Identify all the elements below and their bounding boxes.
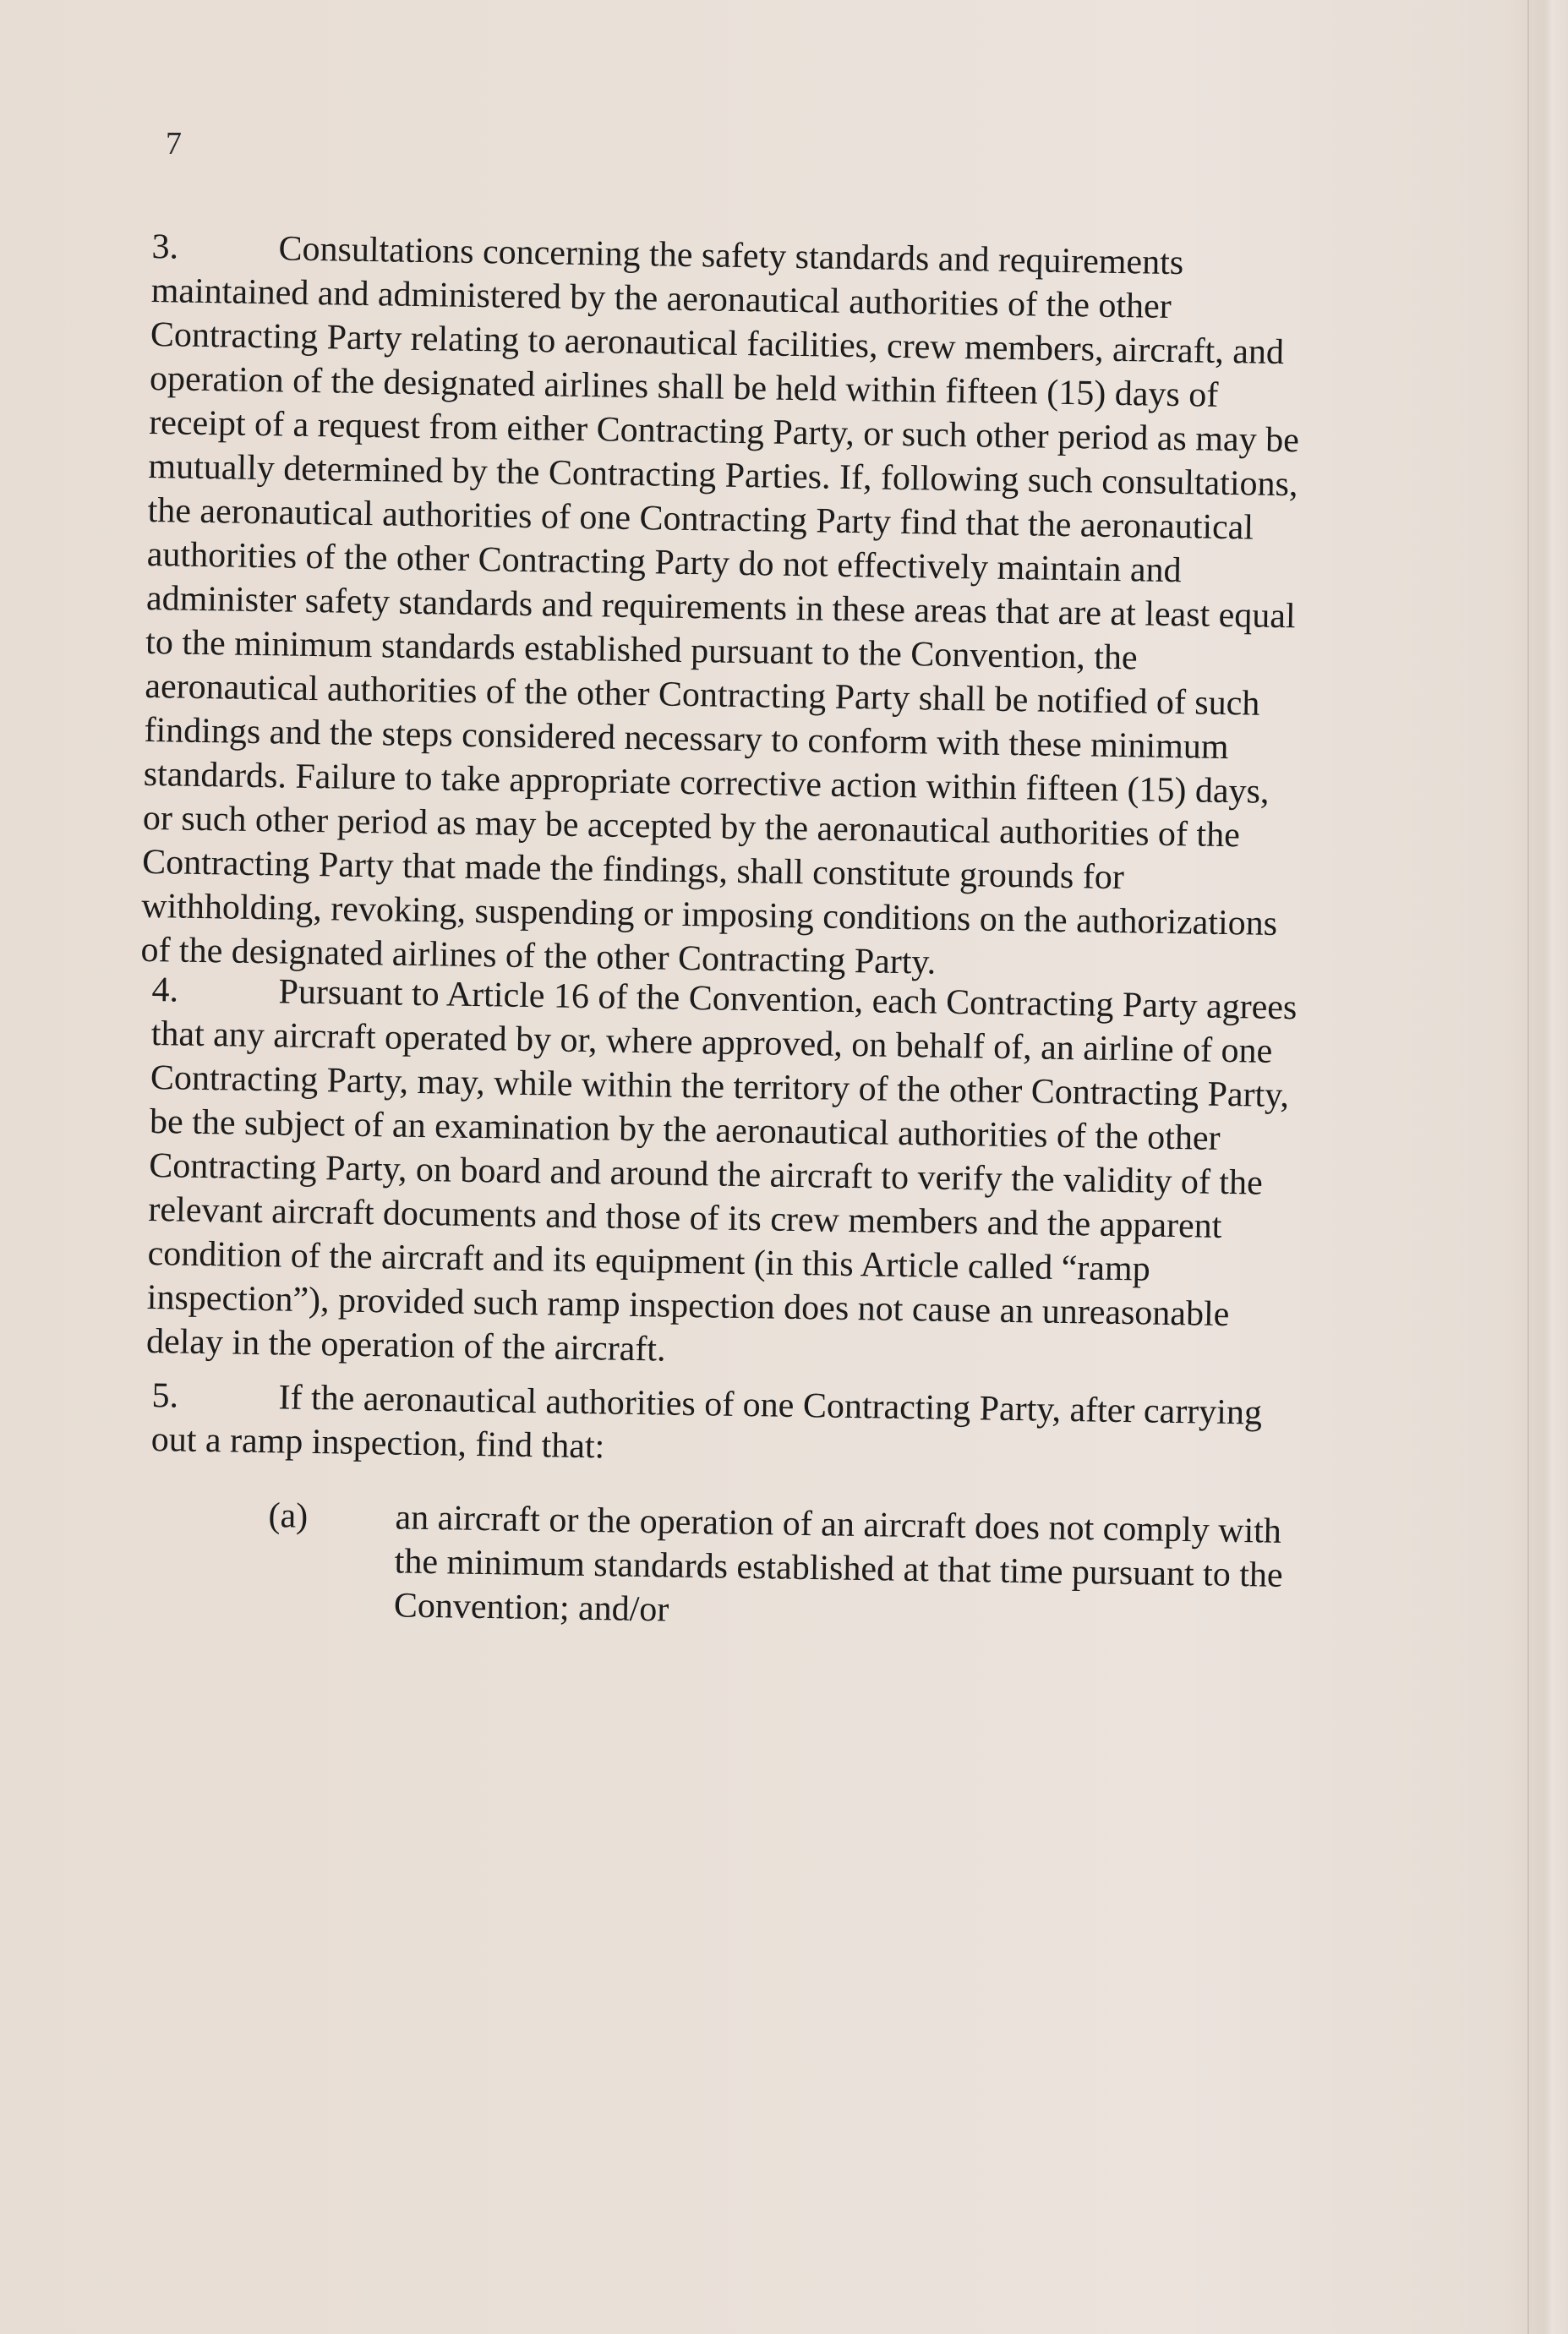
sub-item-a <box>267 1494 1325 1643</box>
sub-item-label: (a) <box>268 1495 309 1536</box>
paragraph-text: Consultations concerning the safety standards and requirements maintained and administered by the aeronautical authorities of the other Contracting Party relating to aeronautical facilities, crew members, aircraft, and operation of the designated airlines shall be held within fifteen (15) days of receipt of a request from either Contracting Party, or such other period as may be mutually determined by the Contracting Parties. If, following such consultations, the aeronautical authorities of one Contracting Party find that the aeronautical authorities of the other Contracting Party do not effectively maintain and administer safety standards and requirements in these areas that are at least equal to the minimum standards established pursuant to the Convention, the aeronautical authorities of the other Contracting Party shall be notified of such findings and the steps considered necessary to conform with these minimum standards. Failure to take appropriate corrective action within fifteen (15) days, or such other period as may be accepted by the aeronautical authorities of the Contracting Party that made the findings, shall constitute grounds for withholding, revoking, suspending or imposing conditions on the authorizations of the designated airlines of the other Contracting Party. <box>140 229 1300 982</box>
paragraph-4 <box>146 968 1310 1381</box>
paragraph-3 <box>140 225 1310 990</box>
paragraph-number: 5. <box>151 1375 179 1416</box>
paragraph-text: If the aeronautical authorities of one Contracting Party, after carrying out a ramp inspection, find that: <box>150 1378 1263 1467</box>
paragraph-5 <box>150 1374 1309 1480</box>
paragraph-number: 4. <box>151 970 179 1010</box>
paragraph-number: 3. <box>151 227 179 267</box>
sub-item-text: an aircraft or the operation of an aircraft does not comply with the minimum standards established at that time pursuant to the Convention; and/or <box>393 1498 1283 1630</box>
paragraph-text: Pursuant to Article 16 of the Convention, each Contracting Party agrees that any aircraft operated by or, where approved, on behalf of, an airline of one Contracting Party, may, while within the territory of the other Contracting Party, be the subject of an examination by the aeronautical authorities of the other Contracting Party, on board and around the aircraft to verify the validity of the relevant aircraft documents and those of its crew members and the apparent condition of the aircraft and its equipment (in this Article called “ramp inspection”), provided such ramp inspection does not cause an unreasonable delay in the operation of the aircraft. <box>145 972 1298 1369</box>
page-number: 7 <box>166 126 182 161</box>
